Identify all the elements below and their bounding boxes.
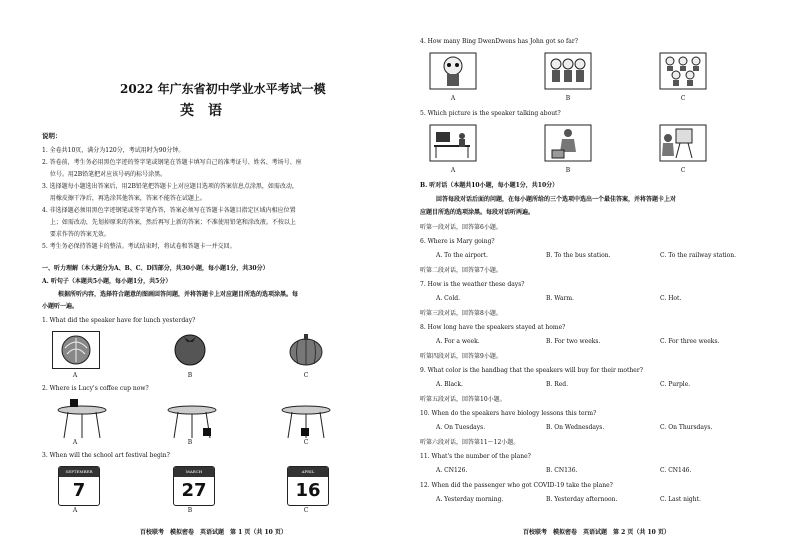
question-text: 6. Where is Mary going? [420,238,495,245]
answer-option: A. Cold. [436,295,461,302]
note-line: 2. 答卷前，考生务必用黑色字迹的签字笔或钢笔在答题卡填写自己的准考证号、姓名、考场号、座 [42,159,302,166]
answer-option: B. On Wednesdays. [546,424,605,431]
note-line: 3. 选择题每小题选出答案后，用2B铅笔把答题卡上对应题目选项的答案信息点涂黑，如需改动， [42,183,298,190]
answer-option: B. For two weeks. [546,338,601,345]
option-label: C [303,439,309,446]
note-line: 位号。用2B铅笔把对应该号码的标号涂黑。 [42,171,167,178]
option-label: A [72,372,78,379]
notes-heading: 说明： [42,132,62,140]
option-label: B [187,507,193,514]
option-label: B [565,167,571,174]
option-label: A [450,167,456,174]
question-5: 5. Which picture is the speaker talking about? [420,110,561,117]
note-line: 1. 全卷共10页，满分为120分，考试用时为90分钟。 [42,147,185,154]
option-label: B [187,372,193,379]
dialogue-intro: 听第四段对话，回答第9小题。 [420,353,502,360]
calendar-month: MARCH [174,467,214,477]
option-label: C [303,372,309,379]
tomato-picture [167,331,213,367]
calendar-picture [58,466,100,506]
instruction: 小题听一遍。 [42,303,79,310]
answer-option: A. Black. [436,381,463,388]
note-line: 4. 非选择题必须用黑色字迹钢笔或签字笔作答，答案必须写在答题卡各题目指定区域内相应位置 [42,207,296,214]
answer-option: C. Hot. [660,295,682,302]
dialogue-intro: 听第一段对话，回答第6小题。 [420,224,502,231]
part-a-heading: A. 听句子（本题共5小题，每小题1分，共5分） [42,278,172,285]
answer-option: A. To the airport. [436,252,488,259]
calendar-month: SEPTEMBER [59,467,99,477]
instruction: 根据所听内容，选择符合题意的图画回答问题，并将答题卡上对应题目所选的选项涂黑。每 [58,291,299,298]
table-cup-on-top [58,399,106,438]
section-heading: 一、听力理解（本大题分为A、B、C、D四部分，共30小题，每小题1分，共30分） [42,265,269,272]
dialogue-intro: 听第六段对话，回答第11～12小题。 [420,439,520,446]
answer-option: B. Warm. [546,295,574,302]
panda-count-one [430,53,476,89]
panda-count-five [660,53,706,89]
computer-desk-picture [430,125,476,161]
question-4: 4. How many Bing DwenDwens has John got so far? [420,38,578,45]
note-line: 上；如需改动，先划掉原来的答案，然后再写上新的答案；不准使用铅笔和涂改液。不按以上 [42,219,296,226]
answer-option: B. CN136. [546,467,578,474]
page-footer: 百校联考 模拟密卷 英语试题 第 2 页（共 10 页） [523,529,670,536]
answer-option: C. Last night. [660,496,701,503]
note-line: 要求作答的答案无效。 [42,231,110,238]
instruction: 回答每段对话后面的问题，在每小题所给的三个选项中选出一个最佳答案，并将答题卡上对 [436,196,677,203]
answer-option: B. Yesterday afternoon. [546,496,618,503]
answer-option: B. Red. [546,381,569,388]
answer-option: C. For three weeks. [660,338,720,345]
page-footer: 百校联考 模拟密卷 英语试题 第 1 页（共 10 页） [140,529,287,536]
calendar-picture [173,466,215,506]
question-text: 7. How is the weather these days? [420,281,525,288]
question-text: 9. What color is the handbag that the speakers will buy for their mother? [420,367,643,374]
part-b-heading: B. 听对话（本题共10小题，每小题1分，共10分） [420,182,559,189]
cabbage-icon [53,332,99,368]
option-label: B [565,95,571,102]
calendar-day: 16 [295,480,321,501]
option-label: C [303,507,309,514]
pumpkin-picture [283,331,329,367]
panda-count-three [545,53,591,89]
question-text: 11. What's the number of the plane? [420,453,531,460]
calendar-month: APRIL [288,467,328,477]
answer-option: C. On Thursdays. [660,424,713,431]
calendar-day: 7 [72,480,86,501]
dialogue-intro: 听第五段对话，回答第10小题。 [420,396,506,403]
answer-option: A. For a week. [436,338,480,345]
question-2: 2. Where is Lucy's coffee cup now? [42,385,149,392]
exam-title: 2022 年广东省初中学业水平考试一模 [120,82,326,96]
table-cup-beside-leg [168,406,216,438]
calendar-day: 27 [181,480,207,501]
option-label: A [450,95,456,102]
answer-option: A. CN126. [436,467,468,474]
option-label: C [680,95,686,102]
answer-option: C. Purple. [660,381,691,388]
subject-title: 英 语 [180,103,222,119]
instruction: 应题目所选的选项涂黑。每段对话听两遍。 [420,209,535,216]
option-label: C [680,167,686,174]
answer-option: A. On Tuesdays. [436,424,486,431]
question-text: 12. When did the passenger who got COVID-19 take the plane? [420,482,613,489]
option-label: A [72,439,78,446]
painting-picture [660,125,706,161]
question-1: 1. What did the speaker have for lunch yesterday? [42,317,196,324]
pumpkin-icon [283,331,329,367]
cabbage-picture [52,331,100,369]
dialogue-intro: 听第二段对话，回答第7小题。 [420,267,502,274]
answer-option: C. CN146. [660,467,692,474]
option-label: A [72,507,78,514]
note-line: 5. 考生务必保持答题卡的整洁。考试结束时，将试卷和答题卡一并交回。 [42,243,236,250]
option-label: B [187,439,193,446]
calendar-picture [287,466,329,506]
dialogue-intro: 听第三段对话，回答第8小题。 [420,310,502,317]
note-line: 用橡皮擦干净后，再选涂其他答案，答案不能答在试题上。 [42,195,206,202]
question-3: 3. When will the school art festival begin? [42,452,170,459]
answer-option: B. To the bus station. [546,252,611,259]
table-cup-under [282,406,330,438]
tomato-icon [167,331,213,367]
answer-option: C. To the railway station. [660,252,737,259]
girl-with-book-picture [545,125,591,161]
answer-option: A. Yesterday morning. [436,496,504,503]
question-text: 8. How long have the speakers stayed at home? [420,324,566,331]
question-text: 10. When do the speakers have biology lessons this term? [420,410,597,417]
